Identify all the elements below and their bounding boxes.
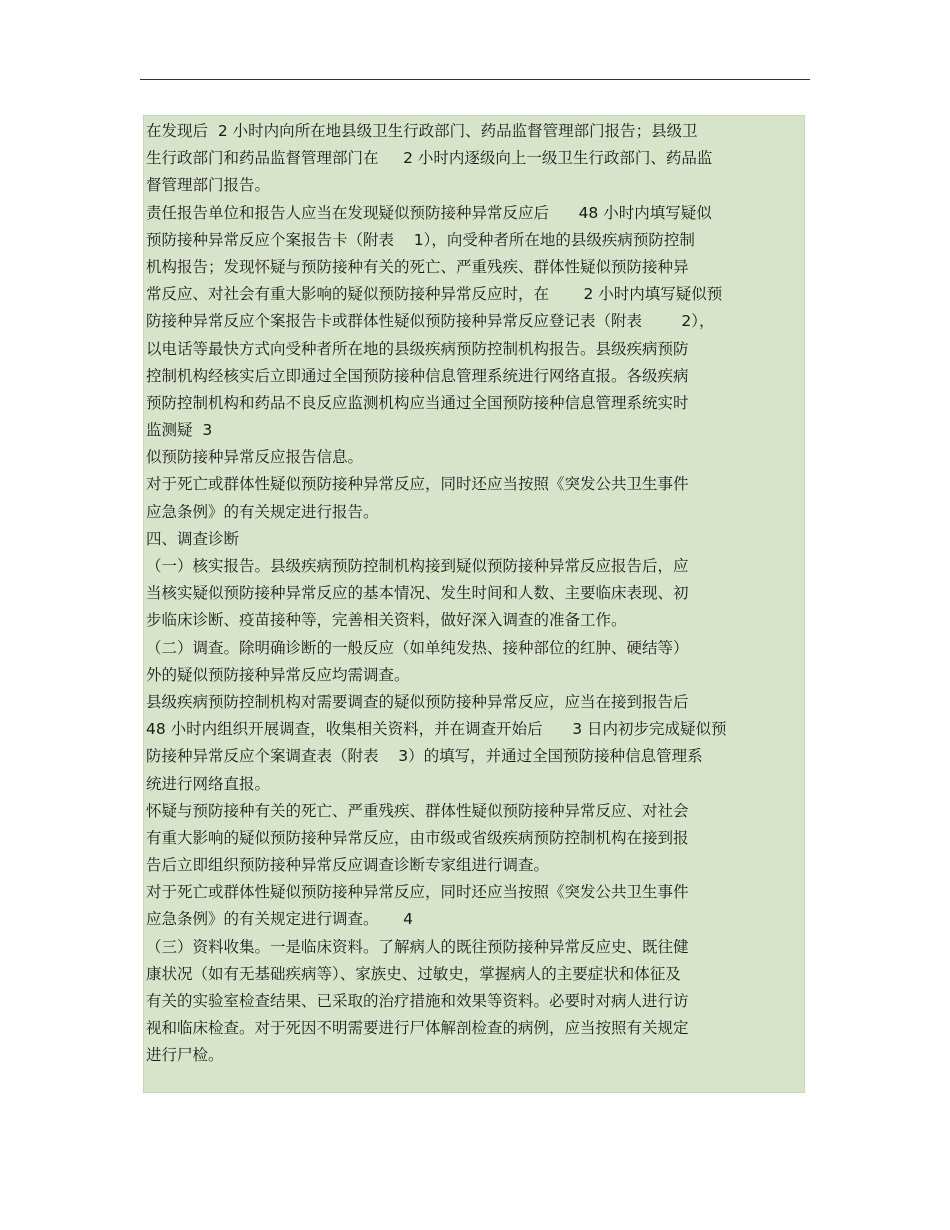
text-line: 预防控制机构和药品不良反应监测机构应当通过全国预防接种信息管理系统实时 (146, 393, 689, 412)
text-line: 统进行网络直报。 (146, 774, 271, 793)
text-line: （三）资料收集。一是临床资料。了解病人的既往预防接种异常反应史、既往健 (146, 937, 689, 956)
text-line: 县级疾病预防控制机构对需要调查的疑似预防接种异常反应，应当在接到报告后 (146, 692, 689, 711)
header-rule (140, 79, 810, 80)
text-line: 机构报告；发现怀疑与预防接种有关的死亡、严重残疾、群体性疑似预防接种异 (146, 257, 689, 276)
text-line: 当核实疑似预防接种异常反应的基本情况、发生时间和人数、主要临床表现、初 (146, 584, 689, 603)
text-line: 责任报告单位和报告人应当在发现疑似预防接种异常反应后 48 小时内填写疑似 (146, 203, 712, 222)
text-line: 告后立即组织预防接种异常反应调查诊断专家组进行调查。 (146, 856, 550, 875)
text-line: 进行尸检。 (146, 1046, 224, 1065)
text-line: 防接种异常反应个案报告卡或群体性疑似预防接种异常反应登记表（附表 2）， (146, 312, 715, 331)
text-line: 常反应、对社会有重大影响的疑似预防接种异常反应时，在 2 小时内填写疑似预 (146, 285, 723, 304)
text-line: 康状况（如有无基础疾病等）、家族史、过敏史，掌握病人的主要症状和体征及 (146, 964, 681, 983)
text-line: （二）调查。除明确诊断的一般反应（如单纯发热、接种部位的红肿、硬结等） (146, 638, 689, 657)
text-line: （一）核实报告。县级疾病预防控制机构接到疑似预防接种异常反应报告后，应 (146, 557, 689, 575)
document-body (143, 115, 805, 1093)
text-line: 对于死亡或群体性疑似预防接种异常反应，同时还应当按照《突发公共卫生事件 (146, 475, 689, 494)
text-line: 应急条例》的有关规定进行报告。 (146, 502, 379, 521)
text-line: 以电话等最快方式向受种者所在地的县级疾病预防控制机构报告。县级疾病预防 (146, 339, 689, 358)
text-line: 有关的实验室检查结果、已采取的治疗措施和效果等资料。必要时对病人进行访 (146, 992, 689, 1010)
text-line: 似预防接种异常反应报告信息。 (146, 448, 364, 467)
text-line: 控制机构经核实后立即通过全国预防接种信息管理系统进行网络直报。各级疾病 (146, 366, 689, 385)
text-line: 督管理部门报告。 (146, 176, 271, 195)
text-line: 应急条例》的有关规定进行调查。 4 (146, 910, 413, 929)
text-line: 外的疑似预防接种异常反应均需调查。 (146, 665, 410, 684)
text-line: 有重大影响的疑似预防接种异常反应，由市级或省级疾病预防控制机构在接到报 (146, 828, 689, 847)
section-heading: 四、调查诊断 (146, 529, 240, 548)
text-line: 怀疑与预防接种有关的死亡、严重残疾、群体性疑似预防接种异常反应、对社会 (146, 801, 689, 820)
text-line: 48 小时内组织开展调查，收集相关资料，并在调查开始后 3 日内初步完成疑似预 (146, 720, 727, 739)
text-line: 生行政部门和药品监督管理部门在 2 小时内逐级向上一级卫生行政部门、药品监 (146, 149, 713, 168)
text-line: 对于死亡或群体性疑似预防接种异常反应，同时还应当按照《突发公共卫生事件 (146, 883, 689, 902)
text-line: 监测疑 3 (146, 421, 213, 440)
text-line: 步临床诊断、疫苗接种等，完善相关资料，做好深入调查的准备工作。 (146, 611, 627, 630)
text-line: 预防接种异常反应个案报告卡（附表 1），向受种者所在地的县级疾病预防控制 (146, 230, 695, 249)
text-line: 在发现后 2 小时内向所在地县级卫生行政部门、药品监督管理部门报告；县级卫 (146, 122, 698, 140)
text-line: 视和临床检查。对于死因不明需要进行尸体解剖检查的病例，应当按照有关规定 (146, 1019, 689, 1038)
text-line: 防接种异常反应个案调查表（附表 3）的填写，并通过全国预防接种信息管理系 (146, 747, 703, 766)
